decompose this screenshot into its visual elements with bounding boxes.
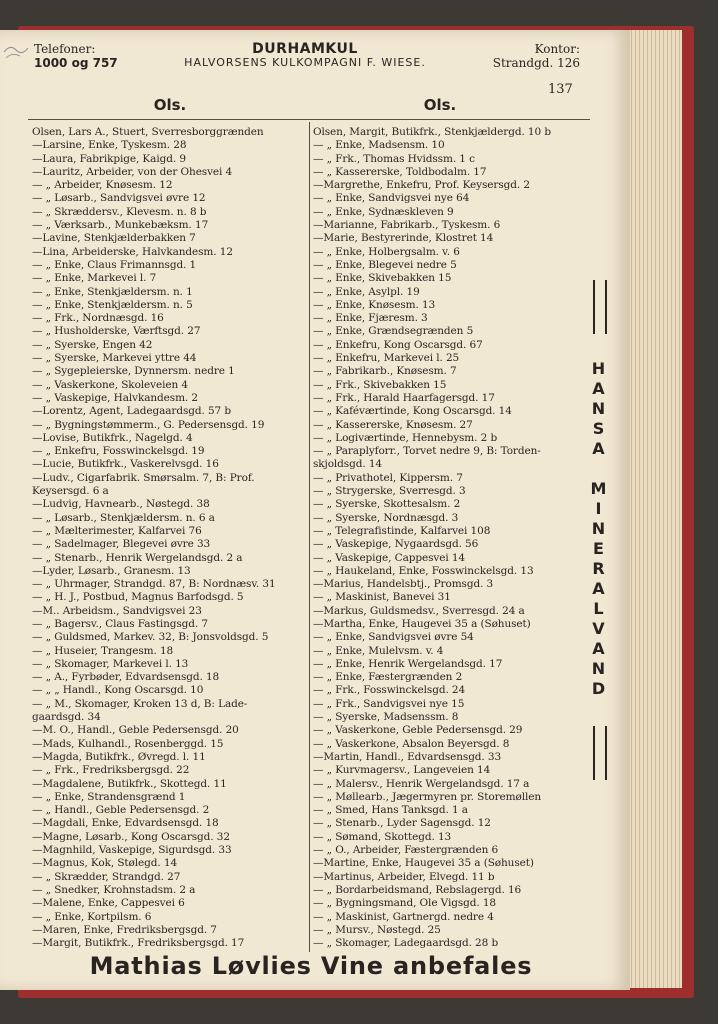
list-item: — „ Sømand, Skottegd. 13 [313, 830, 452, 843]
list-item: —Lovise, Butikfrk., Nagelgd. 4 [32, 431, 193, 444]
list-item: — „ Haukeland, Enke, Fosswinckelsgd. 13 [313, 564, 534, 577]
phone-block [34, 42, 118, 70]
list-item: —Lauritz, Arbeider, von der Ohesvei 4 [32, 165, 233, 178]
list-item: — „ Syerske, Markevei yttre 44 [32, 352, 197, 365]
company-banner [150, 42, 460, 70]
list-item: — „ Kassererske, Knøsesm. 27 [313, 418, 473, 431]
list-item: Olsen, Lars A., Stuert, Sverresborggrænden [32, 126, 264, 138]
list-item: — „ Kurvmagersv., Langeveien 14 [313, 764, 491, 777]
list-item: — „ Mælterimester, Kalfarvei 76 [32, 524, 202, 537]
list-item: — „ Arbeider, Knøsesm. 12 [32, 179, 173, 192]
list-item: —Malene, Enke, Cappesvei 6 [32, 897, 185, 910]
list-item: — „ Vaskepige, Halvkandesm. 2 [32, 391, 198, 404]
list-item: — „ Vaskerkone, Absalon Beyersgd. 8 [313, 737, 510, 750]
list-item: — „ Enke, Strandensgrænd 1 [32, 790, 186, 803]
list-item: — „ Telegrafistinde, Kalfarvei 108 [313, 524, 491, 537]
list-item: — „ Stenarb., Lyder Sagensgd. 12 [313, 817, 491, 830]
list-item: — „ Enke, Stenkjældersm. n. 1 [32, 285, 193, 298]
office-street: Strandgd. 126 [492, 56, 580, 70]
list-item: — „ Enke, Kortpilsm. 6 [32, 910, 152, 923]
footer-advertisement: Mathias Løvlies Vine anbefales [89, 952, 533, 980]
list-item: — „ Enke, Sydnæskleven 9 [313, 205, 454, 218]
list-item: —M.. Arbeidsm., Sandvigsvei 23 [32, 604, 202, 617]
list-item: — „ M., Skomager, Kroken 13 d, B: Lade- [32, 697, 248, 710]
list-item: —Martin, Handl., Edvardsensgd. 33 [313, 750, 502, 763]
list-item: — „ „ Handl., Kong Oscarsgd. 10 [32, 684, 204, 697]
list-item: — „ Skomager, Ladegaardsgd. 28 b [313, 937, 499, 950]
list-item: —Lina, Arbeiderske, Halvkandesm. 12 [32, 245, 233, 258]
left-column-list [32, 126, 304, 950]
list-item: — „ Frk., Sandvigsvei nye 15 [313, 697, 465, 710]
list-item: — „ Møllearb., Jægermyren pr. Storemøllen [313, 790, 541, 803]
list-item: Olsen, Margit, Butikfrk., Stenkjældergd. 10 b [313, 126, 551, 138]
list-item: — „ Løsarb., Sandvigsvei øvre 12 [32, 192, 206, 205]
list-item: —M. O., Handl., Geble Pedersensgd. 20 [32, 724, 239, 737]
list-item: skjoldsgd. 14 [313, 458, 382, 471]
directory-page [0, 30, 630, 990]
list-item: — „ Guldsmed, Markev. 32, B: Jonsvoldsgd. 5 [32, 631, 269, 644]
pencil-mark-icon [2, 42, 32, 66]
list-item: — „ Sygepleierske, Dynnersm. nedre 1 [32, 365, 235, 378]
list-item: — „ Skrædder, Strandgd. 27 [32, 870, 181, 883]
company-subtitle: HALVORSENS KULKOMPAGNI F. WIESE. [184, 56, 426, 69]
right-column-list [313, 126, 583, 950]
list-item: — „ Enkefru, Fosswinckelsgd. 19 [32, 445, 205, 458]
page-number: 137 [548, 82, 573, 97]
list-item: — „ Enke, Sandvigsvei øvre 54 [313, 631, 474, 644]
list-item: — „ Vaskerkone, Skoleveien 4 [32, 378, 188, 391]
list-item: —Magnus, Kok, Stølegd. 14 [32, 857, 178, 870]
list-item: — „ Vaskerkone, Geble Pedersensgd. 29 [313, 724, 523, 737]
list-item: — „ Enke, Skivebakken 15 [313, 272, 452, 285]
list-item: — „ Frk., Fredriksbergsgd. 22 [32, 764, 190, 777]
list-item: — „ Skomager, Markevei l. 13 [32, 657, 189, 670]
list-item: — „ Uhrmager, Strandgd. 87, B: Nordnæsv. 31 [32, 578, 276, 591]
list-item: — „ Enkefru, Markevei l. 25 [313, 352, 460, 365]
list-item: — „ Bagersv., Claus Fastingsgd. 7 [32, 617, 208, 630]
list-item: — „ Frk., Skivebakken 15 [313, 378, 447, 391]
list-item: — „ Enke, Madsensm. 10 [313, 139, 445, 152]
list-item: —Margit, Butikfrk., Fredriksbergsgd. 17 [32, 937, 245, 950]
list-item: —Magne, Løsarb., Kong Oscarsgd. 32 [32, 830, 230, 843]
list-item: — „ Enke, Henrik Wergelandsgd. 17 [313, 657, 503, 670]
list-item: —Marie, Bestyrerinde, Klostret 14 [313, 232, 494, 245]
side-ad-bottom-bars [593, 726, 607, 780]
list-item: —Magda, Butikfrk., Øvregd. l. 11 [32, 750, 206, 763]
list-item: gaardsgd. 34 [32, 711, 101, 724]
list-item: — „ Maskinist, Banevei 31 [313, 591, 451, 604]
list-item: — „ Privathotel, Kippersm. 7 [313, 471, 463, 484]
list-item: — „ Frk., Harald Haarfagersgd. 17 [313, 391, 495, 404]
list-item: —Lavine, Stenkjælderbakken 7 [32, 232, 196, 245]
company-name: DURHAMKUL [252, 41, 358, 57]
list-item: — „ Sadelmager, Blegevei øvre 33 [32, 538, 211, 551]
list-item: —Maren, Enke, Fredriksbergsgd. 7 [32, 923, 217, 936]
list-item: — „ Frk., Nordnæsgd. 16 [32, 312, 164, 325]
list-item: — „ Enke, Blegevei nedre 5 [313, 258, 457, 271]
list-item: — „ Mursv., Nøstegd. 25 [313, 923, 441, 936]
list-item: —Ludv., Cigarfabrik. Smørsalm. 7, B: Prof. [32, 471, 255, 484]
list-item: —Magdali, Enke, Edvardsensgd. 18 [32, 817, 219, 830]
list-item: — „ Enke, Markevei l. 7 [32, 272, 157, 285]
list-item: — „ O., Arbeider, Fæstergrænden 6 [313, 844, 499, 857]
side-advertisement [585, 280, 611, 780]
list-item: — „ Kaféværtinde, Kong Oscarsgd. 14 [313, 405, 512, 418]
list-item: — „ Paraplyforr., Torvet nedre 9, B: Torden- [313, 445, 541, 458]
list-item: — „ Bygningsmand, Ole Vigsgd. 18 [313, 897, 497, 910]
left-column-heading: Ols. [153, 96, 187, 114]
side-ad-top-bars [593, 280, 607, 334]
list-item: — „ A., Fyrbøder, Edvardsensgd. 18 [32, 671, 220, 684]
list-item: — „ Malersv., Henrik Wergelandsgd. 17 a [313, 777, 530, 790]
phone-label: Telefoner: [34, 42, 96, 56]
list-item: — „ Bordarbeidsmand, Rebslagergd. 16 [313, 883, 522, 896]
list-item: — „ Frk., Thomas Hvidssm. 1 c [313, 152, 475, 165]
list-item: — „ Enke, Fjæresm. 3 [313, 312, 428, 325]
list-item: — „ Fabrikarb., Knøsesm. 7 [313, 365, 457, 378]
list-item: Keysersgd. 6 a [32, 485, 109, 498]
list-item: — „ Enke, Mulelvsm. v. 4 [313, 644, 444, 657]
list-item: — „ Husholderske, Værftsgd. 27 [32, 325, 201, 338]
phone-numbers: 1000 og 757 [34, 56, 118, 70]
list-item: — „ Enke, Holbergsalm. v. 6 [313, 245, 460, 258]
list-item: — „ Skræddersv., Klevesm. n. 8 b [32, 205, 207, 218]
office-block [490, 42, 580, 70]
list-item: —Marianne, Fabrikarb., Tyskesm. 6 [313, 219, 501, 232]
list-item: — „ Enke, Sandvigsvei nye 64 [313, 192, 470, 205]
list-item: — „ Enke, Claus Frimannsgd. 1 [32, 258, 197, 271]
list-item: —Markus, Guldsmedsv., Sverresgd. 24 a [313, 604, 525, 617]
list-item: — „ Værksarb., Munkebæksm. 17 [32, 219, 209, 232]
list-item: — „ Løsarb., Stenkjældersm. n. 6 a [32, 511, 215, 524]
list-item: —Martinus, Arbeider, Elvegd. 11 b [313, 870, 495, 883]
list-item: —Lucie, Butikfrk., Vaskerelvsgd. 16 [32, 458, 219, 471]
column-divider [309, 122, 310, 952]
list-item: —Margrethe, Enkefru, Prof. Keysersgd. 2 [313, 179, 530, 192]
list-item: — „ Enke, Knøsesm. 13 [313, 298, 436, 311]
list-item: — „ Enke, Grændsegrænden 5 [313, 325, 474, 338]
header-rule [28, 119, 590, 120]
list-item: — „ Syerske, Madsenssm. 8 [313, 711, 459, 724]
list-item: — „ Enke, Fæstergrænden 2 [313, 671, 463, 684]
list-item: — „ Maskinist, Gartnergd. nedre 4 [313, 910, 494, 923]
list-item: — „ Stenarb., Henrik Wergelandsgd. 2 a [32, 551, 243, 564]
list-item: — „ Syerske, Nordnæsgd. 3 [313, 511, 459, 524]
list-item: —Martine, Enke, Haugevei 35 a (Søhuset) [313, 857, 534, 870]
list-item: —Larsine, Enke, Tyskesm. 28 [32, 139, 187, 152]
list-item: —Laura, Fabrikpige, Kaigd. 9 [32, 152, 186, 165]
list-item: — „ Huseier, Trangesm. 18 [32, 644, 174, 657]
list-item: — „ Enke, Stenkjældersm. n. 5 [32, 298, 193, 311]
list-item: — „ Syerske, Skottesalsm. 2 [313, 498, 461, 511]
list-item: — „ Snedker, Krohnstadsm. 2 a [32, 883, 196, 896]
list-item: — „ Smed, Hans Tanksgd. 1 a [313, 804, 468, 817]
list-item: —Martha, Enke, Haugevei 35 a (Søhuset) [313, 617, 531, 630]
list-item: — „ Vaskepige, Nygaardsgd. 56 [313, 538, 479, 551]
office-label: Kontor: [534, 42, 580, 56]
list-item: — „ H. J., Postbud, Magnus Barfodsgd. 5 [32, 591, 244, 604]
list-item: — „ Strygerske, Sverresgd. 3 [313, 485, 466, 498]
side-ad-text: HANSA MINERALVAND [589, 359, 608, 699]
list-item: —Lyder, Løsarb., Granesm. 13 [32, 564, 191, 577]
list-item: — „ Handl., Geble Pedersensgd. 2 [32, 804, 210, 817]
list-item: — „ Enkefru, Kong Oscarsgd. 67 [313, 338, 483, 351]
list-item: — „ Bygningstømmerm., G. Pedersensgd. 19 [32, 418, 265, 431]
list-item: — „ Syerske, Engen 42 [32, 338, 153, 351]
list-item: —Ludvig, Havnearb., Nøstegd. 38 [32, 498, 210, 511]
list-item: —Magnhild, Vaskepige, Sigurdsgd. 33 [32, 844, 232, 857]
list-item: —Marius, Handelsbtj., Promsgd. 3 [313, 578, 494, 591]
list-item: —Lorentz, Agent, Ladegaardsgd. 57 b [32, 405, 231, 418]
list-item: — „ Enke, Asylpl. 19 [313, 285, 420, 298]
list-item: — „ Vaskepige, Cappesvei 14 [313, 551, 465, 564]
list-item: —Mads, Kulhandl., Rosenberggd. 15 [32, 737, 224, 750]
right-column-heading: Ols. [423, 96, 457, 114]
list-item: — „ Kassererske, Toldbodalm. 17 [313, 165, 487, 178]
list-item: — „ Frk., Fosswinckelsgd. 24 [313, 684, 466, 697]
list-item: —Magdalene, Butikfrk., Skottegd. 11 [32, 777, 227, 790]
list-item: — „ Logiværtinde, Hennebysm. 2 b [313, 431, 498, 444]
